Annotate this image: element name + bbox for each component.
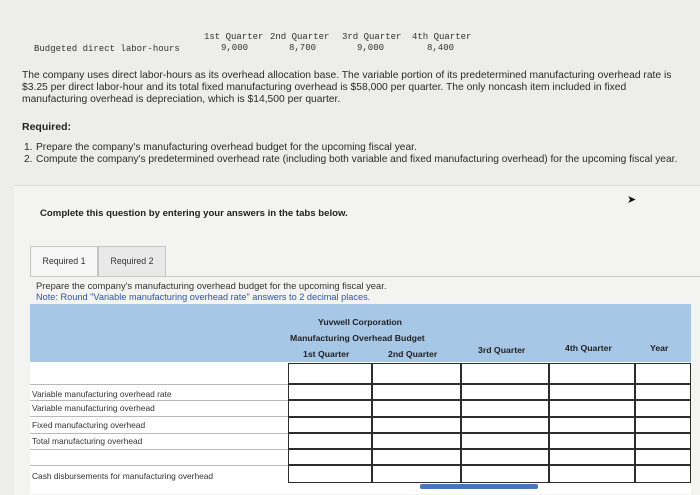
answer-input-cell[interactable]	[635, 363, 691, 384]
answer-input-cell[interactable]	[635, 384, 691, 400]
budget-value-q3: 9,000	[357, 43, 385, 53]
answer-input-cell[interactable]	[288, 433, 372, 449]
problem-paragraph: The company uses direct labor-hours as its overhead allocation base. The variable portion of its predetermined manufacturing overhead rate is $3.25 per direct labor-hour and its total fixed manufacturing overhead is $58,000 per quarter. The only noncash item included in fixed manufacturing overhead is depreciation, which is $14,500 per quarter.	[22, 70, 672, 105]
budget-value-q1: 9,000	[221, 43, 249, 53]
answer-input-cell[interactable]	[549, 449, 635, 465]
answer-input-cell[interactable]	[635, 417, 691, 433]
answer-input-cell[interactable]	[288, 363, 372, 384]
answer-input-cell[interactable]	[461, 465, 549, 483]
answer-input-cell[interactable]	[372, 417, 461, 433]
answer-input-cell[interactable]	[635, 449, 691, 465]
answer-input-cell[interactable]	[372, 433, 461, 449]
budgeted-labor-hours-table	[0, 28, 700, 58]
answer-input-cell[interactable]	[549, 417, 635, 433]
company-name: Yuvwell Corporation	[318, 317, 402, 327]
mouse-pointer-icon: ➤	[627, 194, 637, 206]
answer-input-cell[interactable]	[288, 400, 372, 417]
tab-required-1[interactable]: Required 1	[30, 246, 98, 277]
table-header	[30, 304, 691, 362]
answer-input-cell[interactable]	[549, 384, 635, 400]
required-item-text: Prepare the company's manufacturing overhead budget for the upcoming fiscal year.	[36, 142, 417, 153]
column-header-q2: 2nd Quarter	[388, 349, 438, 359]
answer-input-cell[interactable]	[461, 417, 549, 433]
row-label-cash-disbursements: Cash disbursements for manufacturing overhead	[32, 471, 214, 481]
row-label-variable-rate: Variable manufacturing overhead rate	[32, 389, 172, 399]
answer-input-cell[interactable]	[372, 384, 461, 400]
answer-input-cell[interactable]	[288, 417, 372, 433]
answer-input-cell[interactable]	[549, 465, 635, 483]
budget-header-q2: 2nd Quarter	[270, 32, 330, 42]
answer-input-cell[interactable]	[288, 465, 372, 483]
answer-input-cell[interactable]	[549, 433, 635, 449]
answer-input-cell[interactable]	[372, 465, 461, 483]
answer-input-cell[interactable]	[635, 465, 691, 483]
instructions-text: Complete this question by entering your answers in the tabs below.	[40, 208, 348, 219]
row-label-fixed-overhead: Fixed manufacturing overhead	[32, 420, 146, 430]
budget-header-q1: 1st Quarter	[204, 32, 264, 42]
required-item-number: 1.	[24, 142, 33, 153]
budget-header-q3: 3rd Quarter	[342, 32, 402, 42]
answer-input-cell[interactable]	[461, 384, 549, 400]
column-header-year: Year	[650, 343, 669, 353]
answer-input-cell[interactable]	[461, 449, 549, 465]
budget-header-q4: 4th Quarter	[412, 32, 472, 42]
budget-value-q2: 8,700	[289, 43, 317, 53]
answer-input-cell[interactable]	[288, 449, 372, 465]
answer-input-cell[interactable]	[461, 363, 549, 384]
answer-input-cell[interactable]	[461, 433, 549, 449]
budget-title: Manufacturing Overhead Budget	[290, 333, 425, 343]
column-header-q3: 3rd Quarter	[478, 345, 526, 355]
answer-input-cell[interactable]	[372, 400, 461, 417]
answer-input-cell[interactable]	[549, 363, 635, 384]
overhead-budget-table	[30, 304, 691, 494]
required-item-number: 2.	[24, 154, 33, 165]
answer-input-cell[interactable]	[461, 400, 549, 417]
tab-divider	[30, 276, 700, 277]
required-heading: Required:	[22, 121, 72, 133]
answer-input-cell[interactable]	[549, 400, 635, 417]
tab-required-2[interactable]: Required 2	[98, 246, 166, 277]
horizontal-scrollbar[interactable]	[420, 484, 538, 489]
task-prompt: Prepare the company's manufacturing overhead budget for the upcoming fiscal year.	[36, 280, 387, 291]
answer-input-cell[interactable]	[372, 363, 461, 384]
rounding-note: Note: Round "Variable manufacturing overhead rate" answers to 2 decimal places.	[36, 292, 371, 302]
required-item-1	[24, 142, 692, 154]
column-header-q4: 4th Quarter	[565, 343, 612, 353]
answer-input-cell[interactable]	[372, 449, 461, 465]
column-header-q1: 1st Quarter	[303, 349, 350, 359]
row-label-total-overhead: Total manufacturing overhead	[32, 436, 143, 446]
budget-value-q4: 8,400	[427, 43, 455, 53]
answer-input-cell[interactable]	[635, 400, 691, 417]
answer-input-cell[interactable]	[288, 384, 372, 400]
budget-row-label: Budgeted direct labor-hours	[34, 44, 180, 54]
required-item-2	[24, 154, 692, 178]
answer-input-cell[interactable]	[635, 433, 691, 449]
row-label-variable-overhead: Variable manufacturing overhead	[32, 403, 155, 413]
required-item-text: Compute the company's predetermined overhead rate (including both variable and fixed manufacturing overhead) for the upcoming fiscal year.	[36, 154, 678, 165]
